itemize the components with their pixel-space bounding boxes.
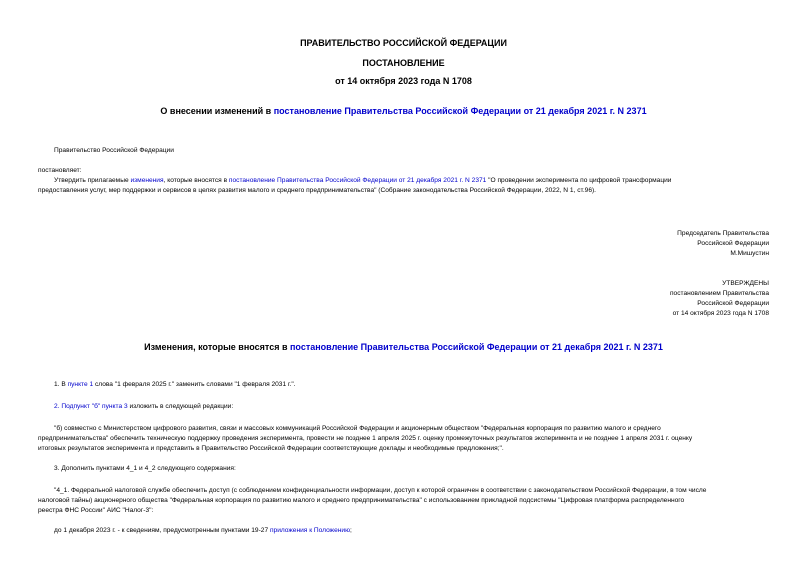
changes-title (0, 342, 807, 352)
government-heading: ПРАВИТЕЛЬСТВО РОССИЙСКОЙ ФЕДЕРАЦИИ (300, 38, 507, 48)
paragraph-approve-line2: предоставления услуг, мер поддержки и сервисов в целях развития малого и среднего предпринимательства" (Собрание законодательства Российской Федерации, 2022, N 1, ст.96). (38, 187, 597, 194)
quote-b-line1: "б) совместно с Министерством цифрового развития, связи и массовых коммуникаций Российской Федерации и акционерным обществом "Федеральная корпорация по развитию малого и среднего (54, 425, 661, 432)
government-line: Правительство Российской Федерации (54, 147, 174, 154)
signature-org: Российской Федерации (697, 240, 769, 247)
quote-b-line3: итоговых результатов эксперимента и представить в Правительство Российской Федерации соответствующие доклады и необходимые предложения;". (38, 445, 504, 452)
item-2 (54, 402, 233, 412)
quote-41-line1: "4_1. Федеральной налоговой службе обеспечить доступ (с соблюдением конфиденциальности информации, доступ к которой ограничен в соответствии с законодательством Российской Федерации, в том числе (54, 487, 707, 494)
item-3: 3. Дополнить пунктами 4_1 и 4_2 следующего содержания: (54, 465, 236, 472)
signature-block (677, 229, 769, 259)
paragraph-approve-text-3: "О проведении эксперимента по цифровой трансформации (486, 177, 672, 184)
decrees-line: постановляет: (38, 167, 82, 174)
last-line-text: до 1 декабря 2023 г. - к сведениям, предусмотренным пунктами 19-27 (54, 527, 270, 534)
appendix-link[interactable]: приложения к Положению (269, 527, 351, 534)
approval-title: УТВЕРЖДЕНЫ (722, 280, 769, 287)
last-line-end: ; (350, 527, 352, 534)
document-type: ПОСТАНОВЛЕНИЕ (362, 58, 445, 68)
document-date-number: от 14 октября 2023 года N 1708 (335, 76, 472, 86)
paragraph-approve-text-2: , которые вносятся в (163, 177, 229, 184)
signature-name: М.Мишустин (730, 250, 769, 257)
item-1 (54, 380, 296, 390)
approval-by: постановлением Правительства (669, 290, 769, 297)
changes-title-prefix: Изменения, которые вносятся в (144, 342, 290, 352)
paragraph-approve-text: Утвердить прилагаемые (54, 177, 131, 184)
item-1-prefix: 1. В (54, 381, 68, 388)
quote-b-line2: предпринимательства" обеспечить техническую поддержку проведения эксперимента, провести не позднее 1 апреля 2025 г. оценку промежуточных результатов эксперимента и не позднее 1 апреля 2031 г. оценку (38, 435, 693, 442)
approval-block (670, 279, 769, 319)
item-2-text: изложить в следующей редакции: (127, 403, 234, 410)
paragraph-approve (54, 176, 769, 186)
document-title (0, 106, 807, 116)
changes-link[interactable]: изменения (130, 177, 164, 184)
signature-title: Председатель Правительства (677, 230, 769, 237)
quote-41-line2: налоговой тайны) акционерного общества "Федеральная корпорация по развитию малого и среднего предпринимательства" с использованием прикладной подсистемы "Цифровая платформа распределенного (38, 497, 685, 504)
decree-2371-inline-link[interactable]: постановление Правительства Российской Федерации от 21 декабря 2021 г. N 2371 (228, 177, 487, 184)
point-1-link[interactable]: пункте 1 (67, 381, 94, 388)
quote-41-line3: реестра ФНС России" АИС "Налог-3": (38, 507, 154, 514)
subpoint-b-link[interactable]: 2. Подпункт "б" пункта 3 (54, 403, 128, 410)
approval-date: от 14 октября 2023 года N 1708 (672, 310, 769, 317)
changes-decree-link[interactable]: постановление Правительства Российской Федерации от 21 декабря 2021 г. N 2371 (290, 342, 663, 352)
approval-org: Российской Федерации (697, 300, 769, 307)
item-1-text: слова "1 февраля 2025 г." заменить словами "1 февраля 2031 г.". (93, 381, 296, 388)
last-line (54, 526, 352, 536)
decree-2371-link[interactable]: постановление Правительства Российской Федерации от 21 декабря 2021 г. N 2371 (273, 106, 647, 116)
document-title-prefix: О внесении изменений в (160, 106, 274, 116)
